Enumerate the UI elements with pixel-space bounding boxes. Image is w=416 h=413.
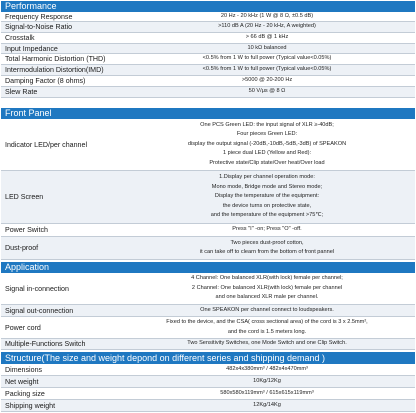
spec-row-imd	[1, 65, 415, 76]
spec-row-led-screen	[1, 171, 415, 224]
spec-row-thd	[1, 54, 415, 65]
spec-value-line: 1.Display per channel operation mode:	[219, 174, 315, 181]
spec-value-line: 2 Channel: One balanced XLR(with lock) female per channel	[191, 284, 343, 291]
spec-value-line: Mono mode, Bridge mode and Stereo mode;	[211, 183, 323, 190]
spec-value: Press "I" -on; Press "O" -off.	[232, 226, 302, 233]
spec-value-line: the device turns on protective state,	[222, 202, 312, 209]
spec-label: Damping Factor (8 ohms)	[5, 77, 86, 85]
spec-label: Signal in-connection	[5, 284, 69, 293]
spec-row-input-impedance	[1, 44, 415, 54]
spec-row-frequency-response	[1, 12, 415, 22]
spec-value-line: Fixed to the device, and the CSA( cross sectional area) of the cord is 3 x 2.5mm²,	[166, 319, 368, 326]
spec-label: LED Screen	[5, 193, 44, 201]
spec-value-line: Four pieces Green LED:	[236, 131, 298, 138]
spec-label: Dimensions	[5, 365, 43, 374]
spec-value-line: and the temperature of the equipment >75℃;	[210, 212, 324, 219]
spec-value: 10 kΩ balanced	[247, 44, 287, 51]
spec-value-line: One PCS Green LED: the input signal of XLR ≥-40dB;	[200, 121, 334, 128]
spec-label: Frequency Response	[5, 12, 73, 21]
spec-value	[119, 173, 415, 220]
spec-row-shipping-weight	[1, 400, 415, 412]
spec-value: 50 V/μs @ 8 Ω	[248, 88, 286, 95]
spec-label: Net weight	[5, 377, 39, 386]
spec-value-line: display the output signal (-20dB,-10dB,-5dB,-3dB) of SPEAKON	[187, 140, 347, 147]
section-header-front-panel: Front Panel	[1, 108, 415, 119]
spec-row-crosstalk	[1, 33, 415, 44]
spec-value	[119, 121, 415, 168]
spec-label: Power cord	[5, 323, 41, 332]
spec-label: Total Harmonic Distortion (THD)	[5, 55, 106, 63]
spec-row-slew-rate	[1, 87, 415, 98]
spec-value: One SPEAKON per channel connect to loudspeakers.	[200, 306, 334, 313]
spec-value: <0.5% from 1 W to full power (Typical value<0.05%)	[202, 66, 332, 73]
section-header-application: Application	[1, 262, 415, 273]
spec-value: >5000 @ 20-200 Hz	[241, 77, 293, 84]
spec-value-line: Protective state/Clip state/Over heat/Over load	[209, 159, 325, 166]
spec-label: Intermodulation Distortion(IMD)	[5, 66, 104, 74]
spec-value: 12Kg/14Kg	[253, 401, 281, 408]
spec-row-power-cord	[1, 317, 415, 339]
spec-label: Shipping weight	[5, 401, 56, 410]
spec-label: Dust-proof	[5, 244, 39, 252]
spec-value: 10Kg/12Kg	[253, 377, 281, 384]
spec-value	[119, 318, 415, 337]
spec-label: Indicator LED/per channel	[5, 140, 88, 149]
spec-row-snr	[1, 22, 415, 33]
spec-value: 20 Hz - 20 kHz (1 W @ 8 Ω, ±0.5 dB)	[220, 12, 314, 19]
spec-value: >110 dB A (20 Hz - 20 kHz, A weighted)	[218, 23, 316, 30]
spec-value-line: Two pieces dust-proof cotton,	[230, 239, 304, 246]
spec-value: 482x4x380mm³ / 482x4x470mm³	[226, 365, 308, 372]
spec-value-line: it can take off to clearn from the bottom of front pannel	[199, 249, 335, 255]
spec-row-power-switch	[1, 224, 415, 237]
spec-value: Two Sensitivity Switches, one Mode Switch and one Clip Switch.	[187, 340, 347, 347]
spec-row-dust-proof	[1, 237, 415, 260]
spec-row-dimensions	[1, 364, 415, 376]
spec-value-line: and the cord is 1.5 meters long.	[227, 328, 307, 335]
spec-row-signal-out	[1, 305, 415, 317]
spec-label: Signal out-connection	[5, 306, 74, 315]
spec-label: Crosstalk	[5, 34, 35, 42]
spec-value-line: 4 Channel: One balanced XLR(with lock) female per channel;	[191, 275, 343, 282]
spec-row-packing-size	[1, 388, 415, 400]
spec-value	[119, 239, 415, 258]
spec-row-net-weight	[1, 376, 415, 388]
spec-value: > 66 dB @ 1 kHz	[245, 34, 289, 41]
spec-label: Packing size	[5, 389, 45, 398]
spec-label: Input Impedance	[5, 44, 58, 53]
section-header-structure: Structure(The size and weight depond on different series and shipping demand )	[1, 352, 415, 364]
spec-value: 580x580x119mm³ / 615x615x119mm³	[220, 389, 314, 396]
spec-value-line: 1 piece dual LED (Yellow and Red):	[222, 150, 312, 157]
spec-row-signal-in	[1, 273, 415, 305]
spec-value	[119, 274, 415, 302]
spec-value-line: Display the temperature of the equipment:	[214, 193, 320, 200]
section-header-performance: Performance	[1, 1, 415, 12]
spec-row-indicator-led	[1, 119, 415, 171]
spec-value-line: and one balanced XLR male per channel.	[215, 294, 319, 301]
spec-label: Power Switch	[5, 226, 48, 234]
spec-row-multi-switch	[1, 339, 415, 350]
spec-label: Multiple-Functions Switch	[5, 340, 86, 348]
spec-row-damping-factor	[1, 76, 415, 87]
spec-label: Slew Rate	[5, 88, 38, 96]
spec-label: Signal-to-Noise Ratio	[5, 23, 73, 31]
spec-value: <0.5% from 1 W to full power (Typical value<0.05%)	[202, 55, 332, 62]
